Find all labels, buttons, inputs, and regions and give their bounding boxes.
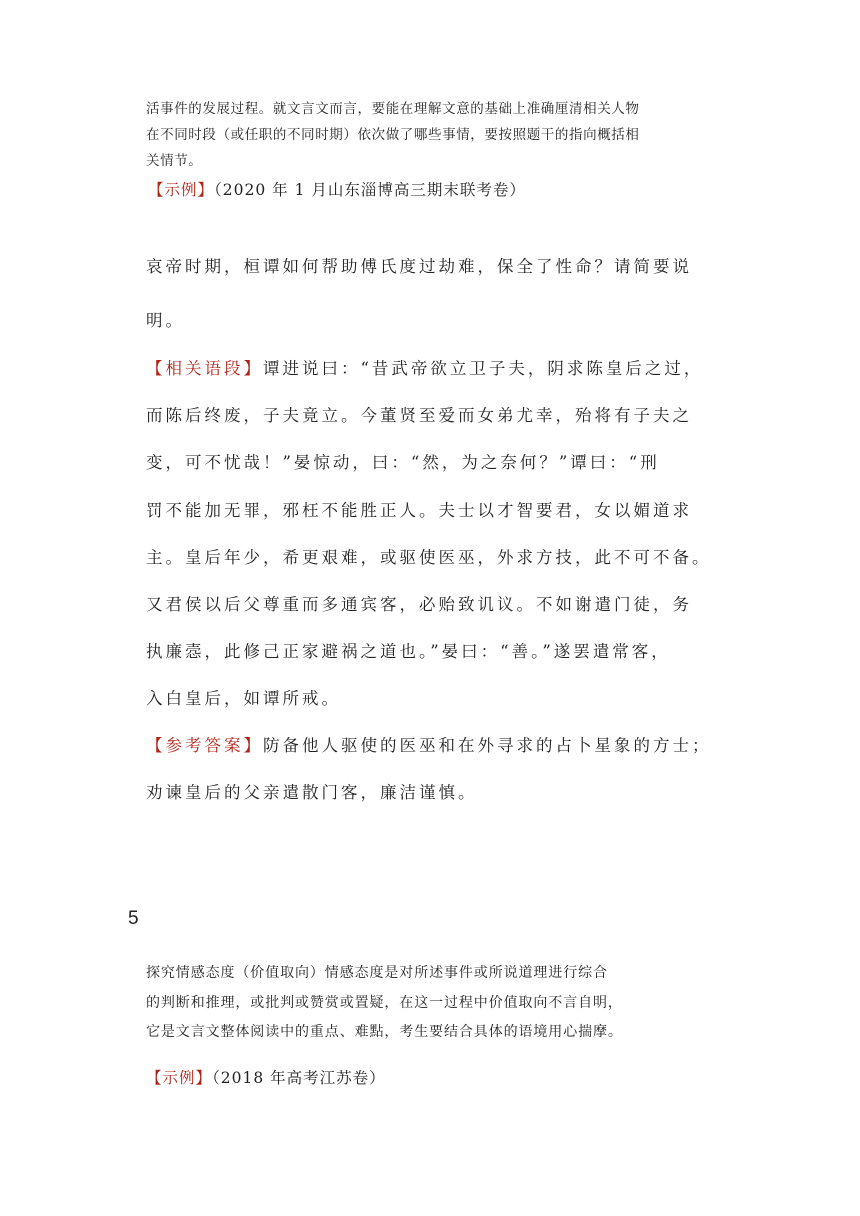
related-line: 执廉悫，此修己正家避祸之道也。”晏曰：“善。”遂罢遣常客， bbox=[146, 642, 671, 662]
tag-open-bracket: 【 bbox=[148, 181, 165, 199]
related-line: 主。皇后年少，希更艰难，或驱使医巫，外求方技，此不可不备。 bbox=[146, 547, 712, 567]
answer-tag: 参考答案 bbox=[165, 736, 244, 755]
related-line: 罚不能加无罪，邪枉不能胜正人。夫士以才智要君，女以媚道求 bbox=[146, 500, 692, 520]
tag-close-bracket: 】 bbox=[243, 736, 263, 755]
intro-line: 在不同时段（或任职的不同时期）依次做了哪些事情，要按照题干的指向概括相 bbox=[146, 127, 640, 143]
answer-line: 劝谏皇后的父亲遣散门客，廉洁谨慎。 bbox=[146, 783, 478, 802]
example-heading-1 bbox=[148, 178, 860, 200]
question-paragraph bbox=[146, 240, 726, 348]
section5-line: 探究情感态度（价值取向）情感态度是对所述事件或所说道理进行综合 bbox=[146, 965, 608, 981]
answer-paragraph bbox=[146, 722, 726, 816]
answer-line: 防备他人驱使的医巫和在外寻求的占卜星象的方士； bbox=[263, 736, 712, 755]
related-line-first bbox=[146, 345, 726, 392]
related-line: 又君侯以后父尊重而多通宾客，必贻致讥议。不如谢遣门徒，务 bbox=[146, 595, 692, 615]
example-tag: 示例 bbox=[162, 1069, 196, 1087]
related-tag: 相关语段 bbox=[165, 359, 244, 378]
tag-open-bracket: 【 bbox=[146, 359, 166, 378]
example-heading-2 bbox=[146, 1066, 860, 1088]
tag-close-bracket: 】 bbox=[197, 181, 215, 199]
related-line: 变，可不忧哉！”晏惊动，曰：“然，为之奈何？”谭曰：“刑 bbox=[146, 453, 660, 473]
answer-line-first bbox=[146, 722, 726, 769]
related-line: 而陈后终废，子夫竟立。今董贤至爱而女弟尤幸，殆将有子夫之 bbox=[146, 406, 692, 426]
example-source: （2018 年高考江苏卷） bbox=[212, 1069, 386, 1087]
section5-line: 的判断和推理，或批判或赞赏或置疑，在这一过程中价值取向不言自明， bbox=[146, 994, 623, 1011]
intro-line: 活事件的发展过程。就文言文而言，要能在理解文意的基础上准确厘清相关人物 bbox=[146, 101, 640, 117]
related-line: 入白皇后，如谭所戒。 bbox=[146, 689, 341, 709]
question-line: 哀帝时期，桓谭如何帮助傅氏度过劫难，保全了性命？请简要说 bbox=[146, 257, 692, 276]
related-passage bbox=[146, 345, 726, 723]
intro-paragraph bbox=[146, 96, 718, 174]
tag-close-bracket: 】 bbox=[195, 1069, 213, 1087]
example-source: （2020 年 1 月山东淄博高三期末联考卷） bbox=[214, 181, 526, 199]
section5-paragraph bbox=[146, 959, 718, 1048]
section5-line: 它是文言文整体阅读中的重点、难點，考生要结合具体的语境用心揣摩。 bbox=[146, 1024, 623, 1040]
question-line: 明。 bbox=[146, 311, 185, 330]
section-number: 5 bbox=[128, 908, 139, 929]
intro-line: 关情节。 bbox=[146, 153, 203, 169]
tag-close-bracket: 】 bbox=[243, 359, 263, 378]
tag-open-bracket: 【 bbox=[146, 736, 166, 755]
related-line: 谭进说曰：“昔武帝欲立卫子夫，阴求陈皇后之过， bbox=[263, 359, 704, 378]
tag-open-bracket: 【 bbox=[146, 1069, 163, 1087]
example-tag: 示例 bbox=[164, 181, 198, 199]
